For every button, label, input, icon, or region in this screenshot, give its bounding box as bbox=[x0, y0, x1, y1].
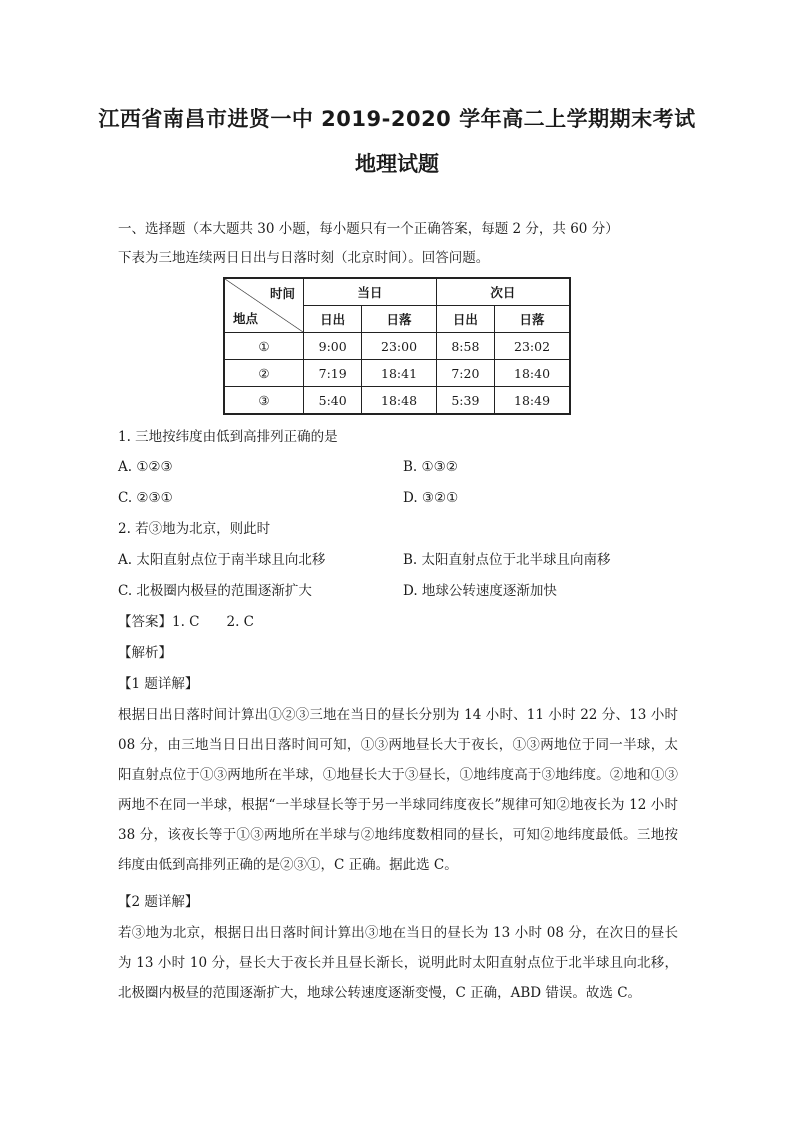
corner-label-place: 地点 bbox=[233, 311, 259, 326]
question-1-option-d: D. ③②① bbox=[403, 490, 459, 506]
section-header: 一、选择题（本大题共 30 小题，每小题只有一个正确答案，每题 2 分，共 60 分） bbox=[118, 221, 619, 237]
place-cell: ② bbox=[224, 360, 304, 387]
time-cell: 9:00 bbox=[304, 333, 362, 360]
answer-line: 【答案】1. C 2. C bbox=[118, 614, 255, 630]
table-row bbox=[224, 333, 570, 360]
place-cell: ③ bbox=[224, 387, 304, 415]
question-2-option-d: D. 地球公转速度逐渐加快 bbox=[403, 583, 557, 599]
place-cell: ① bbox=[224, 333, 304, 360]
document-title: 江西省南昌市进贤一中 2019-2020 学年高二上学期期末考试 bbox=[98, 107, 696, 131]
time-cell: 18:40 bbox=[495, 360, 570, 387]
subheader-sunset: 日落 bbox=[495, 306, 570, 333]
time-cell: 8:58 bbox=[436, 333, 494, 360]
detail-1-paragraph: 根据日出日落时间计算出①②③三地在当日的昼长分别为 14 小时、11 小时 22 分、13 小时 08 分，由三地当日日出日落时间可知，①③两地昼长大于夜长，①③两地位于同一半球，太阳直射点位于①③两地所在半球，①地昼长大于③昼长，①地纬度高于③地纬度。②地和①③两地不在同一半球，根据“一半球昼长等于另一半球同纬度夜长”规律可知②地夜长为 12 小时 38 分，该夜长等于①③两地所在半球与②地纬度数相同的昼长，可知②地纬度最低。三地按纬度由低到高排列正确的是②③①，C 正确。据此选 C。 bbox=[118, 707, 678, 873]
question-2-option-a: A. 太阳直射点位于南半球且向北移 bbox=[118, 552, 326, 568]
question-1-option-c: C. ②③① bbox=[118, 490, 173, 506]
question-2-option-b: B. 太阳直射点位于北半球且向南移 bbox=[403, 552, 611, 568]
subheader-sunrise: 日出 bbox=[304, 306, 362, 333]
table-corner-cell bbox=[224, 278, 304, 333]
time-cell: 18:41 bbox=[362, 360, 436, 387]
time-cell: 23:00 bbox=[362, 333, 436, 360]
time-cell: 23:02 bbox=[495, 333, 570, 360]
question-2-option-c: C. 北极圈内极昼的范围逐渐扩大 bbox=[118, 583, 312, 599]
question-1-option-a: A. ①②③ bbox=[118, 459, 173, 475]
table-row bbox=[224, 360, 570, 387]
time-cell: 7:20 bbox=[436, 360, 494, 387]
sunrise-sunset-table bbox=[223, 277, 571, 415]
header-next-day: 次日 bbox=[436, 278, 570, 306]
question-1-option-b: B. ①③② bbox=[403, 459, 458, 475]
subheader-sunrise: 日出 bbox=[436, 306, 494, 333]
subheader-sunset: 日落 bbox=[362, 306, 436, 333]
analysis-heading: 【解析】 bbox=[118, 645, 172, 661]
time-cell: 5:40 bbox=[304, 387, 362, 415]
question-1-stem: 1. 三地按纬度由低到高排列正确的是 bbox=[118, 429, 338, 445]
corner-label-time: 时间 bbox=[269, 286, 295, 301]
question-2-stem: 2. 若③地为北京，则此时 bbox=[118, 521, 271, 537]
intro-text: 下表为三地连续两日日出与日落时刻（北京时间）。回答问题。 bbox=[118, 250, 490, 266]
time-cell: 18:49 bbox=[495, 387, 570, 415]
detail-2-heading: 【2 题详解】 bbox=[118, 894, 199, 910]
document-subtitle: 地理试题 bbox=[355, 152, 439, 176]
time-cell: 5:39 bbox=[436, 387, 494, 415]
time-cell: 18:48 bbox=[362, 387, 436, 415]
detail-2-paragraph: 若③地为北京，根据日出日落时间计算出③地在当日的昼长为 13 小时 08 分，在次日的昼长为 13 小时 10 分，昼长大于夜长并且昼长渐长，说明此时太阳直射点位于北半球且向北移，北极圈内极昼的范围逐渐扩大，地球公转速度逐渐变慢，C 正确，ABD 错误。故选 C。 bbox=[118, 925, 678, 1001]
detail-1-heading: 【1 题详解】 bbox=[118, 676, 199, 692]
table-row bbox=[224, 387, 570, 415]
header-today: 当日 bbox=[304, 278, 437, 306]
time-cell: 7:19 bbox=[304, 360, 362, 387]
